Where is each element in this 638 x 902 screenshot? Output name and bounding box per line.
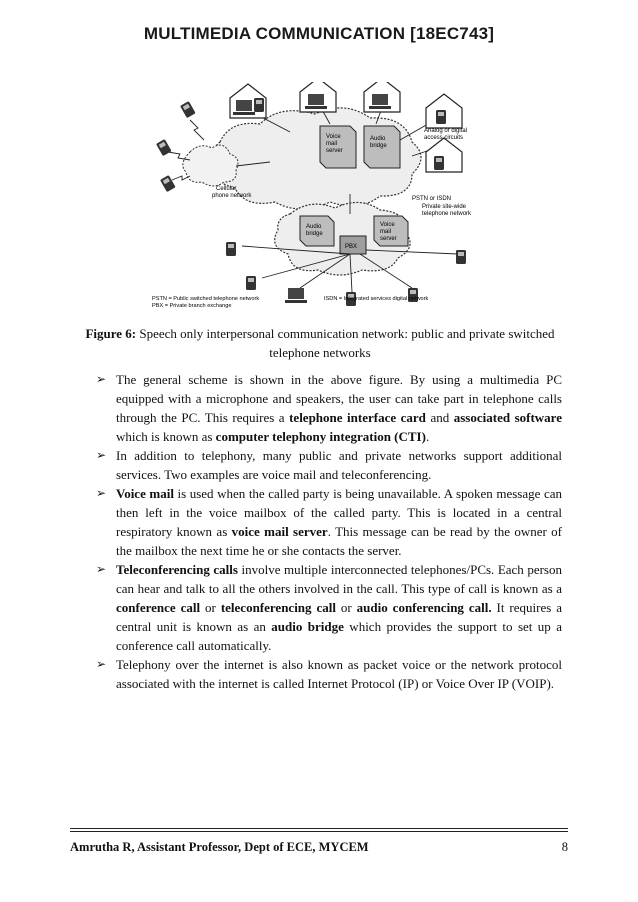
footer-rule bbox=[70, 828, 568, 829]
bold-term: teleconferencing call bbox=[220, 600, 336, 615]
bullet-text: . bbox=[425, 429, 430, 444]
voice-mail-server bbox=[320, 126, 356, 168]
bullet-text: Telephony over the internet is also known as packet voice or the network protocol associated with the internet is called Internet Protocol (IP) or Voice Over IP (VOIP). bbox=[116, 657, 562, 691]
bullet-text: In addition to telephony, many public and private networks support additional services. Two examples are voice mail and teleconferencing. bbox=[116, 448, 562, 482]
label-pstn-isdn: PSTN or ISDN bbox=[412, 196, 452, 202]
label-private-network: Private site-wide telephone network bbox=[422, 204, 472, 217]
arrow-bullet-icon: ➢ bbox=[96, 372, 107, 386]
label-voice-mail-server: Voice mail server bbox=[326, 134, 343, 154]
bullet-text: . This message can be read by the owner of the mailbox the next time he or she contacts the server. bbox=[116, 524, 563, 558]
label-cellular: Cellular phone network bbox=[212, 186, 252, 199]
bullet-text: It requires a central unit is known as an bbox=[116, 600, 562, 634]
bullet-text: and bbox=[425, 410, 454, 425]
arrow-bullet-icon: ➢ bbox=[96, 486, 107, 500]
bullet-list bbox=[96, 370, 562, 693]
arrow-bullet-icon: ➢ bbox=[96, 448, 107, 462]
page-header-title: MULTIMEDIA COMMUNICATION [18EC743] bbox=[143, 24, 495, 43]
label-audio-bridge: Audio bridge bbox=[370, 136, 387, 149]
bullet-text: or bbox=[200, 600, 221, 615]
caption-label: Figure 6: bbox=[85, 326, 137, 341]
legend-pbx: PBX = Private branch exchange bbox=[152, 303, 232, 309]
bold-term: voice mail server bbox=[231, 524, 328, 539]
bullet-item bbox=[96, 560, 562, 655]
bullet-text: is used when the called party is being unavailable. A spoken message can then left in the voice mailbox of the called party. This is located in a central respiratory known as bbox=[116, 486, 562, 539]
page-number: 8 bbox=[561, 840, 568, 854]
bullet-text: The general scheme is shown in the above figure. By using a multimedia PC equipped with a microphone and speakers, the user can take part in telephone calls through the PC. This requires a bbox=[116, 372, 562, 425]
bold-term: conference call bbox=[116, 600, 201, 615]
bold-term: audio conferencing call. bbox=[356, 600, 492, 615]
figure-caption bbox=[80, 324, 560, 362]
caption-text: Speech only interpersonal communication network: public and private switched telephone networks bbox=[136, 326, 555, 360]
footer-author: Amrutha R, Assistant Professor, Dept of ECE, MYCEM bbox=[70, 840, 369, 854]
bold-term: Voice mail bbox=[116, 486, 174, 501]
bold-term: associated software bbox=[453, 410, 562, 425]
bullet-text: or bbox=[335, 600, 357, 615]
arrow-bullet-icon: ➢ bbox=[96, 562, 107, 576]
bullet-text: which is known as bbox=[116, 429, 216, 444]
bold-term: audio bridge bbox=[271, 619, 344, 634]
label-voice-mail-server-private: Voice mail server bbox=[380, 222, 397, 242]
bullet-item bbox=[96, 370, 562, 446]
bullet-item bbox=[96, 446, 562, 484]
bullet-item bbox=[96, 484, 562, 560]
label-analog-access: Analog or digital access circuits bbox=[424, 128, 468, 141]
label-pbx: PBX bbox=[345, 244, 358, 250]
bullet-text: involve multiple interconnected telephones/PCs. Each person can hear and talk to all the others involved in the call. This type of call is known as a bbox=[116, 562, 562, 596]
footer bbox=[70, 840, 568, 855]
bullet-item bbox=[96, 655, 562, 693]
label-audio-bridge-private: Audio bridge bbox=[306, 224, 323, 237]
bold-term: Teleconferencing calls bbox=[116, 562, 238, 577]
bold-term: computer telephony integration (CTI) bbox=[215, 429, 426, 444]
bullet-text: which provides the support to set up a conference call automatically. bbox=[116, 619, 563, 653]
bold-term: telephone interface card bbox=[289, 410, 426, 425]
legend-pstn: PSTN = Public switched telephone network bbox=[152, 296, 260, 302]
arrow-bullet-icon: ➢ bbox=[96, 657, 107, 671]
legend-isdn: ISDN = Integrated services digital network bbox=[324, 296, 429, 302]
footer-rule-2 bbox=[70, 831, 568, 832]
network-diagram bbox=[150, 82, 490, 312]
